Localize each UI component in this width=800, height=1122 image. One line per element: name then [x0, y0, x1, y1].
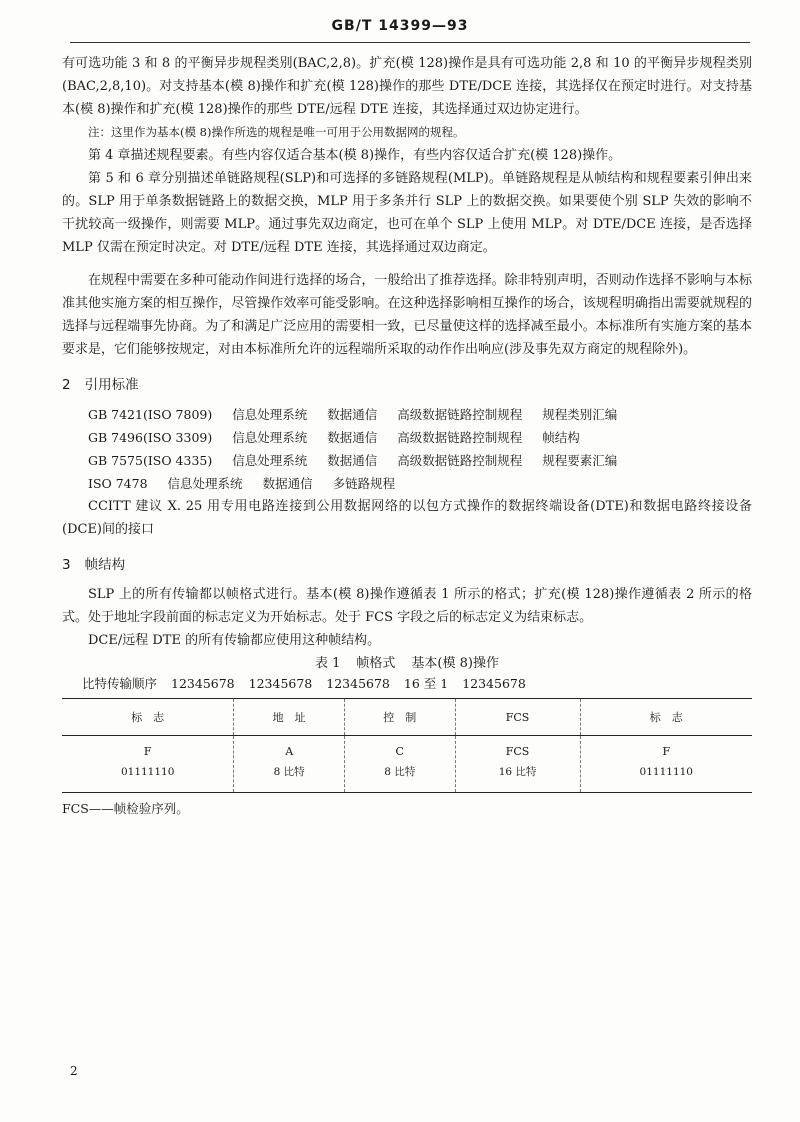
- bit-order: 12345678: [462, 676, 526, 691]
- bit-order-label: 比特传输顺序: [82, 676, 158, 691]
- page-number: 2: [70, 1064, 78, 1078]
- ref-code: GB 7575(ISO 4335): [88, 453, 213, 468]
- header-fcs: FCS: [455, 699, 580, 736]
- table-title: 帧格式: [356, 656, 396, 671]
- ref-part: 帧结构: [542, 430, 580, 445]
- header-rule: [70, 42, 750, 43]
- standard-header: GB/T 14399—93: [331, 18, 469, 34]
- ref-part: 信息处理系统: [232, 430, 308, 445]
- bit-order: 12345678: [171, 676, 235, 691]
- ref-part: 规程类别汇编: [542, 407, 618, 422]
- ref-part: 高级数据链路控制规程: [397, 407, 523, 422]
- page-content: [62, 52, 752, 820]
- reference-ccitt: CCITT 建议 X. 25 用专用电路连接到公用数据网络的以包方式操作的数据终端设备(DTE)和数据电路终接设备(DCE)间的接口: [62, 499, 752, 537]
- table-footnote: FCS——帧检验序列。: [62, 801, 189, 816]
- cell-address: A 8 比特: [234, 736, 345, 793]
- header-address: 地 址: [234, 699, 345, 736]
- bit-order-line: [62, 674, 752, 694]
- table-header-row: [62, 699, 752, 736]
- ref-part: 高级数据链路控制规程: [397, 453, 523, 468]
- ref-part: 数据通信: [327, 453, 378, 468]
- ref-code: GB 7496(ISO 3309): [88, 430, 213, 445]
- cell-control: C 8 比特: [344, 736, 455, 793]
- ref-part: 信息处理系统: [232, 453, 308, 468]
- ref-code: ISO 7478: [88, 476, 148, 491]
- table-row: [62, 736, 752, 793]
- section-number: 2: [62, 377, 71, 393]
- reference-line: [62, 426, 752, 449]
- ref-part: 信息处理系统: [167, 476, 243, 491]
- table-number: 表 1: [315, 656, 341, 671]
- cell-fcs: FCS 16 比特: [455, 736, 580, 793]
- ref-part: 数据通信: [262, 476, 313, 491]
- header-control: 控 制: [344, 699, 455, 736]
- header-flag-end: 标 志: [580, 699, 752, 736]
- reference-line: [62, 403, 752, 426]
- ref-part: 信息处理系统: [232, 407, 308, 422]
- intro-paragraph-4: 在规程中需要在多种可能动作间进行选择的场合，一般给出了推荐选择。除非特别声明，否则动作选择不影响与本标准其他实施方案的相互操作，尽管操作效率可能受影响。在这种选择影响相互操作的场合，该规程明确指出需要就规程的选择与远程端事先协商。为了和满足广泛应用的需要相一致，已尽量使这样的选择减至最小。本标准所有实施方案的基本要求是，它们能够按规定，对由本标准所允许的远程端所采取的动作作出响应(涉及事先双方商定的规程除外)。: [62, 273, 752, 357]
- reference-line: [62, 449, 752, 472]
- intro-paragraph-1: 有可选功能 3 和 8 的平衡异步规程类别(BAC,2,8)。扩充(模 128)操作是具有可选功能 2,8 和 10 的平衡异步规程类别(BAC,2,8,10)。对支持基本(模 8)操作和扩充(模 128)操作的那些 DTE/DCE 连接，其选择仅在预定时进行。对支持基本(模 8)操作和扩充(模 128)操作的那些 DTE/远程 DTE 连接，其选择通过双边协定进行。: [62, 56, 752, 117]
- ref-part: 规程要素汇编: [542, 453, 618, 468]
- cell-flag-end: F 01111110: [580, 736, 752, 793]
- intro-paragraph-2: 第 4 章描述规程要素。有些内容仅适合基本(模 8)操作，有些内容仅适合扩充(模 128)操作。: [88, 148, 622, 163]
- reference-line: [62, 472, 752, 495]
- frame-format-table: [62, 698, 752, 793]
- section-number: 3: [62, 557, 71, 573]
- frame-paragraph-2: DCE/远程 DTE 的所有传输都应使用这种帧结构。: [88, 633, 381, 648]
- table-subtitle: 基本(模 8)操作: [411, 656, 499, 671]
- table-caption: [62, 654, 752, 674]
- ref-part: 数据通信: [327, 407, 378, 422]
- section-title: 帧结构: [84, 557, 126, 573]
- section-2-heading: [62, 373, 752, 393]
- ref-part: 多链路规程: [332, 476, 396, 491]
- ref-part: 数据通信: [327, 430, 378, 445]
- frame-paragraph-1: SLP 上的所有传输都以帧格式进行。基本(模 8)操作遵循表 1 所示的格式；扩充(模 128)操作遵循表 2 所示的格式。处于地址字段前面的标志定义为开始标志。处于 FCS 字段之后的标志定义为结束标志。: [62, 587, 752, 625]
- section-3-heading: [62, 553, 752, 573]
- cell-flag: F 01111110: [62, 736, 234, 793]
- bit-order: 16 至 1: [403, 676, 449, 691]
- note-1: 注：这里作为基本(模 8)操作所选的规程是唯一可用于公用数据网的规程。: [88, 125, 465, 139]
- header-flag: 标 志: [62, 699, 234, 736]
- ref-part: 高级数据链路控制规程: [397, 430, 523, 445]
- bit-order: 12345678: [326, 676, 390, 691]
- section-title: 引用标准: [84, 377, 139, 393]
- intro-paragraph-3: 第 5 和 6 章分别描述单链路规程(SLP)和可选择的多链路规程(MLP)。单链路规程是从帧结构和规程要素引伸出来的。SLP 用于单条数据链路上的数据交换，MLP 用于多条并行 SLP 上的数据交换。如果要使个别 SLP 失效的影响不干扰较高一级操作，则需要 MLP。通过事先双边商定，也可在单个 SLP 上使用 MLP。对 DTE/DCE 连接，是否选择 MLP 仅需在预定时决定。对 DTE/远程 DTE 连接，其选择通过双边商定。: [62, 171, 752, 255]
- ref-code: GB 7421(ISO 7809): [88, 407, 213, 422]
- bit-order: 12345678: [248, 676, 313, 691]
